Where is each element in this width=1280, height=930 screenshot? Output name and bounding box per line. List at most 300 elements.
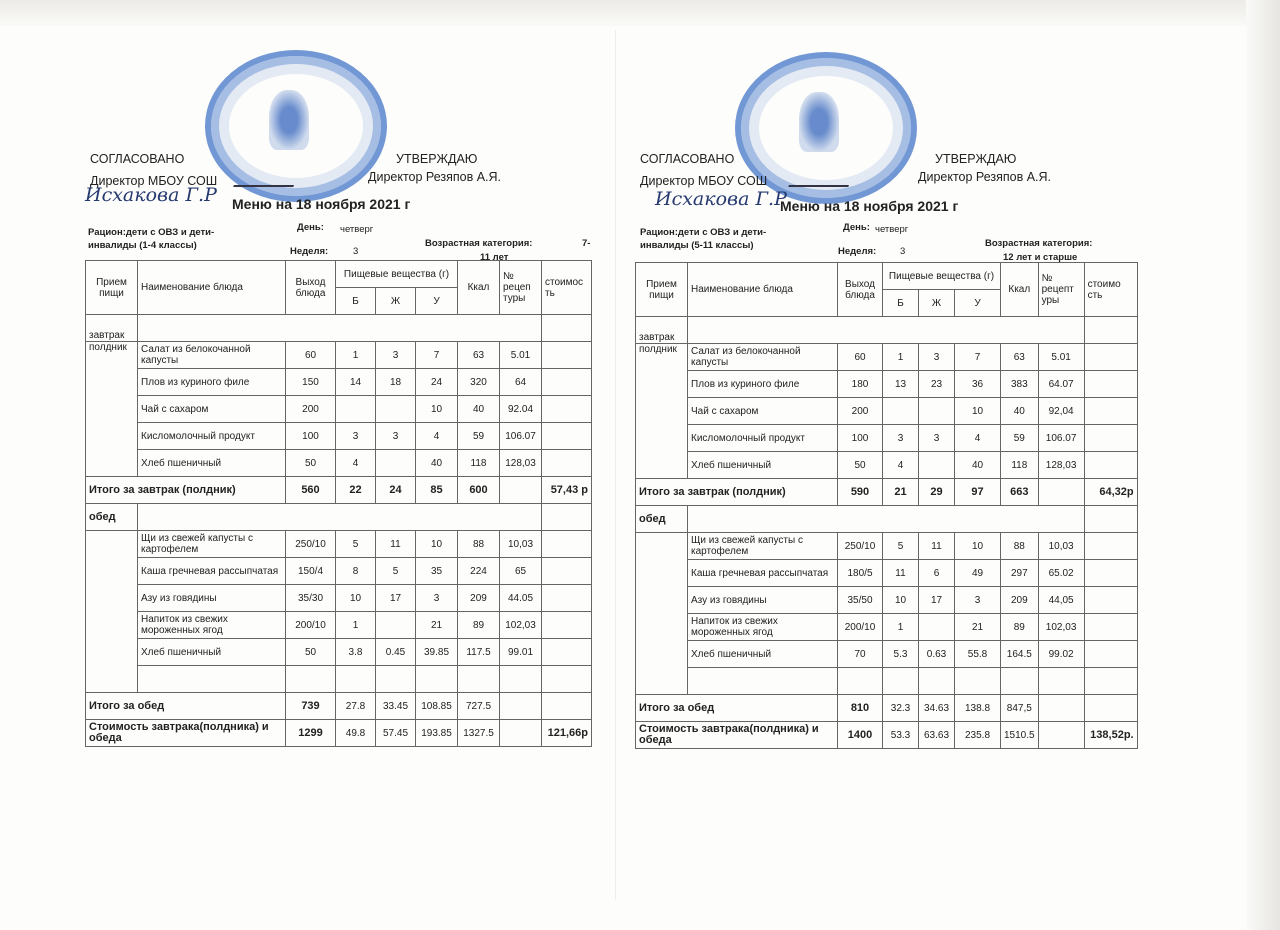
cell: 5	[336, 531, 376, 558]
cell: 35/50	[838, 587, 883, 614]
cell: 200	[286, 396, 336, 423]
cell	[542, 531, 592, 558]
cell: 11	[919, 533, 955, 560]
total-label: Итого за обед	[636, 695, 838, 722]
cell: 200	[838, 398, 883, 425]
cell: 118	[458, 450, 500, 477]
total-cell: 590	[838, 479, 883, 506]
lunch-section	[636, 506, 1138, 533]
total-cell: 34.63	[919, 695, 955, 722]
lunch-total-row	[636, 695, 1138, 722]
cell: 102,03	[500, 612, 542, 639]
cell	[1084, 452, 1137, 479]
cell: 3.8	[336, 639, 376, 666]
age-label: Возрастная категория:	[985, 238, 1093, 249]
cell	[542, 396, 592, 423]
total-cell	[500, 720, 542, 747]
cell: 200/10	[286, 612, 336, 639]
cell	[919, 614, 955, 641]
cell: 21	[416, 612, 458, 639]
table-row	[86, 450, 592, 477]
cell: 6	[919, 560, 955, 587]
header-cost: стоимос ть	[542, 261, 592, 315]
empty-row	[636, 668, 1138, 695]
cell	[376, 450, 416, 477]
total-cell: 600	[458, 477, 500, 504]
cell	[542, 342, 592, 369]
cell: 128,03	[1038, 452, 1084, 479]
cell: 10,03	[500, 531, 542, 558]
menu-table	[635, 262, 1138, 749]
cell: 5	[883, 533, 919, 560]
cell: 63	[458, 342, 500, 369]
age-label: Возрастная категория:	[425, 238, 533, 249]
cell	[542, 423, 592, 450]
table-row	[86, 423, 592, 450]
cell: 60	[286, 342, 336, 369]
age-value-2: 12 лет и старше	[1003, 252, 1078, 263]
cell: 1	[883, 614, 919, 641]
total-cell: 1299	[286, 720, 336, 747]
cell: 10	[336, 585, 376, 612]
cell: 23	[919, 371, 955, 398]
day-value: четверг	[875, 224, 909, 235]
day-value: четверг	[340, 224, 374, 235]
cell: 106.07	[500, 423, 542, 450]
total-cell: 663	[1001, 479, 1039, 506]
dish-name: Щи из свежей капусты с картофелем	[688, 533, 838, 560]
cell	[883, 398, 919, 425]
table-row	[86, 639, 592, 666]
director-right: Директор Резяпов А.Я.	[918, 170, 1052, 184]
breakfast-section	[86, 315, 592, 342]
dish-name: Салат из белокочанной капусты	[688, 344, 838, 371]
breakfast-section	[636, 317, 1138, 344]
week-label: Неделя:	[290, 246, 329, 257]
handwritten-name: Исхакова Г.Р	[85, 184, 217, 206]
total-cell: 810	[838, 695, 883, 722]
cell: 128,03	[500, 450, 542, 477]
header-name: Наименование блюда	[688, 263, 838, 317]
lunch-section	[86, 504, 592, 531]
table-row	[86, 558, 592, 585]
director-left: Директор МБОУ СОШ	[90, 174, 218, 188]
cell: 117.5	[458, 639, 500, 666]
snack-label: полдник	[86, 342, 138, 477]
cell: 3	[955, 587, 1001, 614]
cell: 39.85	[416, 639, 458, 666]
total-cell: 108.85	[416, 693, 458, 720]
cell: 21	[955, 614, 1001, 641]
total-cell: 85	[416, 477, 458, 504]
cell: 40	[955, 452, 1001, 479]
table-row	[636, 587, 1138, 614]
cell: 70	[838, 641, 883, 668]
total-cell: 33.45	[376, 693, 416, 720]
total-cell: 121,66р	[542, 720, 592, 747]
total-cell: 97	[955, 479, 1001, 506]
menu-sheet	[615, 0, 1255, 930]
cell: 63	[1001, 344, 1039, 371]
total-cell	[1038, 479, 1084, 506]
cell	[542, 558, 592, 585]
header-out: Выход блюда	[286, 261, 336, 315]
total-cell: 235.8	[955, 722, 1001, 749]
header-meal: Прием пищи	[86, 261, 138, 315]
cell: 3	[336, 423, 376, 450]
header-fat: Ж	[376, 288, 416, 315]
cell	[542, 369, 592, 396]
cell: 3	[376, 423, 416, 450]
dish-name: Чай с сахаром	[138, 396, 286, 423]
header-protein: Б	[883, 290, 919, 317]
cell: 4	[883, 452, 919, 479]
table-row	[636, 425, 1138, 452]
cell: 5.01	[1038, 344, 1084, 371]
header-out: Выход блюда	[838, 263, 883, 317]
cell: 17	[919, 587, 955, 614]
total-cell: 57,43 р	[542, 477, 592, 504]
header-cost: стоимо сть	[1084, 263, 1137, 317]
cell: 209	[458, 585, 500, 612]
table-row	[86, 396, 592, 423]
table-row	[636, 614, 1138, 641]
cell	[542, 639, 592, 666]
cell: 118	[1001, 452, 1039, 479]
total-cell: 847,5	[1001, 695, 1039, 722]
cell: 50	[286, 450, 336, 477]
header-kcal: Ккал	[1001, 263, 1039, 317]
table-header	[86, 261, 592, 288]
total-label: Стоимость завтрака(полдника) и обеда	[636, 722, 838, 749]
table-row	[636, 344, 1138, 371]
cell: 3	[376, 342, 416, 369]
cell: 3	[919, 425, 955, 452]
lunch-label: обед	[86, 504, 138, 531]
header-kcal: Ккал	[458, 261, 500, 315]
total-cell: 32.3	[883, 695, 919, 722]
cell	[919, 452, 955, 479]
cell: 18	[376, 369, 416, 396]
dish-name: Кисломолочный продукт	[138, 423, 286, 450]
cell	[376, 612, 416, 639]
cell: 11	[376, 531, 416, 558]
total-cell	[1038, 722, 1084, 749]
cell: 99.01	[500, 639, 542, 666]
cell: 24	[416, 369, 458, 396]
cell: 10	[416, 396, 458, 423]
cell: 89	[458, 612, 500, 639]
total-cell: 24	[376, 477, 416, 504]
total-cell: 739	[286, 693, 336, 720]
breakfast-total-row	[86, 477, 592, 504]
total-cell: 22	[336, 477, 376, 504]
cell	[919, 398, 955, 425]
cell: 4	[955, 425, 1001, 452]
cell: 64	[500, 369, 542, 396]
confirm-label: УТВЕРЖДАЮ	[396, 152, 478, 166]
cell	[542, 585, 592, 612]
total-label: Итого за обед	[86, 693, 286, 720]
lunch-label: обед	[636, 506, 688, 533]
table-row	[636, 560, 1138, 587]
dish-name: Напиток из свежих мороженных ягод	[688, 614, 838, 641]
cell	[1084, 398, 1137, 425]
cell	[542, 612, 592, 639]
dish-name: Азу из говядины	[138, 585, 286, 612]
table-row	[636, 371, 1138, 398]
cell: 36	[955, 371, 1001, 398]
menu-title: Меню на 18 ноября 2021 г	[232, 196, 411, 212]
cell: 200/10	[838, 614, 883, 641]
cell: 106.07	[1038, 425, 1084, 452]
dish-name: Хлеб пшеничный	[688, 641, 838, 668]
cell: 320	[458, 369, 500, 396]
cell: 92,04	[1038, 398, 1084, 425]
dish-name: Хлеб пшеничный	[138, 450, 286, 477]
cell: 88	[458, 531, 500, 558]
menu-title: Меню на 18 ноября 2021 г	[780, 198, 959, 214]
cell	[1084, 587, 1137, 614]
dish-name: Напиток из свежих мороженных ягод	[138, 612, 286, 639]
total-label: Итого за завтрак (полдник)	[86, 477, 286, 504]
header-protein: Б	[336, 288, 376, 315]
header-recipe: № рецеп туры	[500, 261, 542, 315]
cell	[336, 396, 376, 423]
cell	[542, 450, 592, 477]
cell	[376, 396, 416, 423]
cell	[1084, 425, 1137, 452]
cell	[1084, 371, 1137, 398]
cell: 180/5	[838, 560, 883, 587]
cell: 1	[336, 612, 376, 639]
total-cell: 64,32р	[1084, 479, 1137, 506]
cell	[1084, 641, 1137, 668]
cell: 59	[458, 423, 500, 450]
approved-label: СОГЛАСОВАНО	[640, 152, 735, 166]
cell: 250/10	[838, 533, 883, 560]
cell: 35/30	[286, 585, 336, 612]
cell: 40	[416, 450, 458, 477]
week-value: 3	[353, 246, 359, 257]
header-name: Наименование блюда	[138, 261, 286, 315]
cell: 224	[458, 558, 500, 585]
total-cell	[500, 477, 542, 504]
table-row	[636, 398, 1138, 425]
day-label: День:	[297, 222, 324, 233]
table-header	[636, 263, 1138, 290]
cell: 209	[1001, 587, 1039, 614]
cell: 65.02	[1038, 560, 1084, 587]
total-cell: 57.45	[376, 720, 416, 747]
cell: 40	[1001, 398, 1039, 425]
table-row	[86, 369, 592, 396]
cell	[1084, 560, 1137, 587]
header-recipe: № рецепт уры	[1038, 263, 1084, 317]
total-cell	[1038, 695, 1084, 722]
breakfast-label: завтрак	[86, 315, 138, 342]
table-row	[86, 612, 592, 639]
grand-total-row	[636, 722, 1138, 749]
cell: 10	[416, 531, 458, 558]
ration-label: Рацион:дети с ОВЗ и дети-	[88, 227, 215, 238]
cell: 14	[336, 369, 376, 396]
dish-name: Плов из куриного филе	[688, 371, 838, 398]
dish-name: Щи из свежей капусты с картофелем	[138, 531, 286, 558]
cell: 64.07	[1038, 371, 1084, 398]
lunch-total-row	[86, 693, 592, 720]
header-nutrients: Пищевые вещества (г)	[336, 261, 458, 288]
cell: 383	[1001, 371, 1039, 398]
cell: 5.3	[883, 641, 919, 668]
breakfast-label: завтрак	[636, 317, 688, 344]
cell: 100	[286, 423, 336, 450]
cell: 17	[376, 585, 416, 612]
total-cell: 29	[919, 479, 955, 506]
breakfast-total-row	[636, 479, 1138, 506]
cell: 4	[416, 423, 458, 450]
total-cell: 138.8	[955, 695, 1001, 722]
cell: 164.5	[1001, 641, 1039, 668]
table-row	[86, 342, 592, 369]
cell: 44.05	[500, 585, 542, 612]
cell: 3	[416, 585, 458, 612]
cell: 49	[955, 560, 1001, 587]
cell: 0.63	[919, 641, 955, 668]
cell: 180	[838, 371, 883, 398]
cell: 7	[416, 342, 458, 369]
table-row	[86, 531, 592, 558]
menu-sheet	[0, 0, 615, 930]
ration-label: Рацион:дети с ОВЗ и дети-	[640, 227, 767, 238]
total-cell	[500, 693, 542, 720]
cell: 10	[883, 587, 919, 614]
cell	[1084, 344, 1137, 371]
cell: 10	[955, 398, 1001, 425]
total-cell: 27.8	[336, 693, 376, 720]
table-row	[636, 452, 1138, 479]
cell: 11	[883, 560, 919, 587]
cell: 100	[838, 425, 883, 452]
age-value-2: 11 лет	[480, 252, 509, 263]
header-nutrients: Пищевые вещества (г)	[883, 263, 1001, 290]
cell: 89	[1001, 614, 1039, 641]
cell: 35	[416, 558, 458, 585]
total-cell: 53.3	[883, 722, 919, 749]
table-row	[86, 585, 592, 612]
total-cell: 1400	[838, 722, 883, 749]
ration-label-2: инвалиды (5-11 классы)	[640, 240, 754, 251]
cell: 44,05	[1038, 587, 1084, 614]
header-fat: Ж	[919, 290, 955, 317]
cell: 59	[1001, 425, 1039, 452]
total-cell: 1510.5	[1001, 722, 1039, 749]
cell: 88	[1001, 533, 1039, 560]
cell: 10,03	[1038, 533, 1084, 560]
cell: 10	[955, 533, 1001, 560]
cell: 1	[336, 342, 376, 369]
cell: 1	[883, 344, 919, 371]
dish-name: Каша гречневая рассыпчатая	[688, 560, 838, 587]
cell: 150/4	[286, 558, 336, 585]
empty-row	[86, 666, 592, 693]
day-label: День:	[843, 222, 870, 233]
dish-name: Хлеб пшеничный	[138, 639, 286, 666]
cell: 55.8	[955, 641, 1001, 668]
cell: 5	[376, 558, 416, 585]
week-label: Неделя:	[838, 246, 877, 257]
cell: 250/10	[286, 531, 336, 558]
grand-total-row	[86, 720, 592, 747]
cell: 5.01	[500, 342, 542, 369]
cell: 297	[1001, 560, 1039, 587]
cell: 60	[838, 344, 883, 371]
dish-name: Салат из белокочанной капусты	[138, 342, 286, 369]
cell: 3	[883, 425, 919, 452]
director-left: Директор МБОУ СОШ	[640, 174, 768, 188]
total-label: Стоимость завтрака(полдника) и обеда	[86, 720, 286, 747]
cell: 65	[500, 558, 542, 585]
cell: 8	[336, 558, 376, 585]
snack-label: полдник	[636, 344, 688, 479]
table-row	[636, 533, 1138, 560]
week-value: 3	[900, 246, 906, 257]
total-cell: 193.85	[416, 720, 458, 747]
cell: 99.02	[1038, 641, 1084, 668]
total-cell: 1327.5	[458, 720, 500, 747]
total-cell: 560	[286, 477, 336, 504]
ration-label-2: инвалиды (1-4 классы)	[88, 240, 197, 251]
total-label: Итого за завтрак (полдник)	[636, 479, 838, 506]
dish-name: Каша гречневая рассыпчатая	[138, 558, 286, 585]
cell: 7	[955, 344, 1001, 371]
header-carbs: У	[955, 290, 1001, 317]
cell	[1084, 533, 1137, 560]
menu-table	[85, 260, 592, 747]
total-cell: 138,52р.	[1084, 722, 1137, 749]
confirm-label: УТВЕРЖДАЮ	[935, 152, 1017, 166]
table-row	[636, 641, 1138, 668]
dish-name: Чай с сахаром	[688, 398, 838, 425]
cell: 13	[883, 371, 919, 398]
approved-label: СОГЛАСОВАНО	[90, 152, 185, 166]
dish-name: Хлеб пшеничный	[688, 452, 838, 479]
cell: 92.04	[500, 396, 542, 423]
cell	[1084, 614, 1137, 641]
cell: 102,03	[1038, 614, 1084, 641]
header-carbs: У	[416, 288, 458, 315]
cell: 150	[286, 369, 336, 396]
dish-name: Плов из куриного филе	[138, 369, 286, 396]
total-cell: 727.5	[458, 693, 500, 720]
cell: 40	[458, 396, 500, 423]
dish-name: Кисломолочный продукт	[688, 425, 838, 452]
total-cell: 63.63	[919, 722, 955, 749]
total-cell	[1084, 695, 1137, 722]
director-right: Директор Резяпов А.Я.	[368, 170, 502, 184]
cell: 0.45	[376, 639, 416, 666]
total-cell	[542, 693, 592, 720]
total-cell: 49.8	[336, 720, 376, 747]
cell: 50	[286, 639, 336, 666]
total-cell: 21	[883, 479, 919, 506]
dish-name: Азу из говядины	[688, 587, 838, 614]
cell: 3	[919, 344, 955, 371]
header-meal: Прием пищи	[636, 263, 688, 317]
age-value-1: 7-	[582, 238, 591, 249]
cell: 50	[838, 452, 883, 479]
cell: 4	[336, 450, 376, 477]
